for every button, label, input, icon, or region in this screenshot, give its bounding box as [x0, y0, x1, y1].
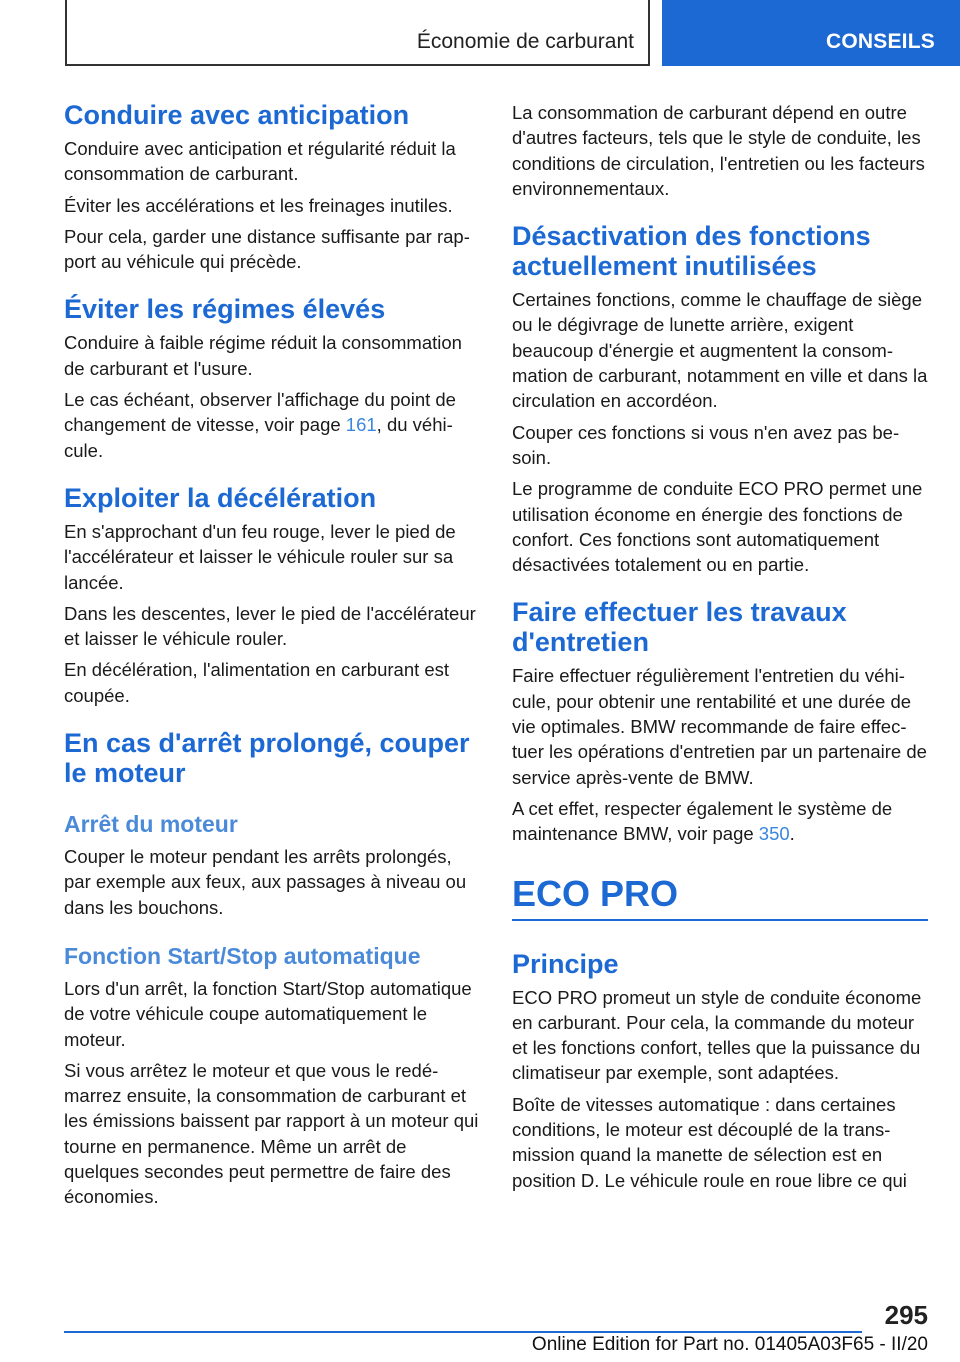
paragraph: Lors d'un arrêt, la fonction Start/Stop automatique de votre véhicule coupe automatiquement le moteur. — [64, 977, 472, 1050]
subheading-arret-moteur: Arrêt du moteur — [64, 811, 238, 838]
paragraph: En s'approchant d'un feu rouge, lever le pied de l'accélérateur et laisser le véhicule rouler sur sa lancée. — [64, 520, 456, 593]
section-tab — [662, 0, 960, 66]
heading-eco-pro: ECO PRO — [512, 873, 928, 921]
paragraph: Si vous arrêtez le moteur et que vous le redémarrez ensuite, la consommation de carburant et les émissions baissent par rapport à un moteur qui tourne en permanence. Même un arrêt de quelques secondes peut permettre de faire des économies. — [64, 1059, 479, 1208]
paragraph-with-link: A cet effet, respecter également le système de maintenance BMW, voir page 350. — [512, 797, 893, 845]
page-header — [0, 0, 960, 66]
heading-desactivation-fonctions: Désactivation des fonctions actuellement inutilisées — [512, 221, 871, 282]
page-footer — [0, 1300, 960, 1362]
heading-exploiter-deceleration: Exploiter la décélération — [64, 482, 377, 513]
paragraph: Couper le moteur pendant les arrêts prolongés, par exemple aux feux, aux passages à niveau ou dans les bouchons. — [64, 846, 467, 918]
page-number: 295 — [884, 1300, 928, 1330]
paragraph: Boîte de vitesses automatique : dans certaines conditions, le moteur est découplé de la transmission quand la manette de sélection est en position D. Le véhicule roule en roue libre ce qui — [512, 1093, 907, 1191]
heading-conduire-anticipation: Conduire avec anticipation — [64, 100, 410, 130]
page-link-161[interactable]: 161 — [345, 414, 377, 436]
heading-principe: Principe — [512, 948, 619, 979]
chapter-frame — [65, 0, 650, 66]
edition-note: Online Edition for Part no. 01405A03F65 - II/20 — [531, 1334, 928, 1355]
right-column — [512, 100, 928, 1199]
paragraph: Certaines fonctions, comme le chauffage de siège ou le dégivrage de lunette arrière, exigent beaucoup d'énergie et augmentent la consommation de carburant, notamment en ville et dans la circulation en accordéon. — [512, 289, 928, 412]
paragraph: Pour cela, garder une distance suffisante par rapport au véhicule qui précède. — [64, 225, 470, 273]
paragraph: Dans les descentes, lever le pied de l'accélérateur et laisser le véhicule rouler. — [64, 602, 476, 650]
paragraph: Conduire avec anticipation et régularité réduit la consommation de carburant. — [64, 138, 456, 185]
paragraph: En décélération, l'alimentation en carburant est coupée. — [64, 659, 450, 706]
subheading-start-stop: Fonction Start/Stop automatique — [64, 942, 421, 969]
paragraph: La consommation de carburant dépend en outre d'autres facteurs, tels que le style de conduite, les conditions de circulation, l'entretien ou les facteurs environnementaux. — [512, 102, 925, 199]
page-link-350[interactable]: 350 — [758, 823, 790, 845]
left-column — [64, 100, 480, 1216]
paragraph: ECO PRO promeut un style de conduite économe en carburant. Pour cela, la commande du moteur et les fonctions confort, telles que la puissance du climatiseur par exemple, sont adaptées. — [512, 986, 922, 1084]
heading-travaux-entretien: Faire effectuer les travaux d'entretien — [512, 597, 847, 658]
heading-eviter-regimes: Éviter les régimes élevés — [64, 294, 386, 325]
chapter-title: Économie de carburant — [416, 30, 634, 53]
paragraph: Conduire à faible régime réduit la consommation de carburant et l'usure. — [64, 332, 462, 379]
paragraph: Faire effectuer régulièrement l'entretien du véhicule, pour obtenir une rentabilité et une durée de vie optimales. BMW recommande de faire effectuer les opérations d'entretien par un partenaire de service après-vente de BMW. — [512, 665, 927, 788]
paragraph-with-link: Le cas échéant, observer l'affichage du point de changement de vitesse, voir page 161, du véhicule. — [64, 389, 456, 461]
heading-arret-prolonge: En cas d'arrêt prolongé, couper le moteur — [64, 728, 470, 789]
section-tab-label: CONSEILS — [826, 30, 935, 53]
footer-rule — [64, 1331, 862, 1333]
paragraph: Le programme de conduite ECO PRO permet une utilisation économe en énergie des fonctions de confort. Ces fonctions sont automatiquement désactivées totalement ou en partie. — [512, 478, 923, 576]
paragraph: Couper ces fonctions si vous n'en avez pas besoin. — [512, 421, 900, 468]
paragraph: Éviter les accélérations et les freinages inutiles. — [64, 194, 453, 216]
